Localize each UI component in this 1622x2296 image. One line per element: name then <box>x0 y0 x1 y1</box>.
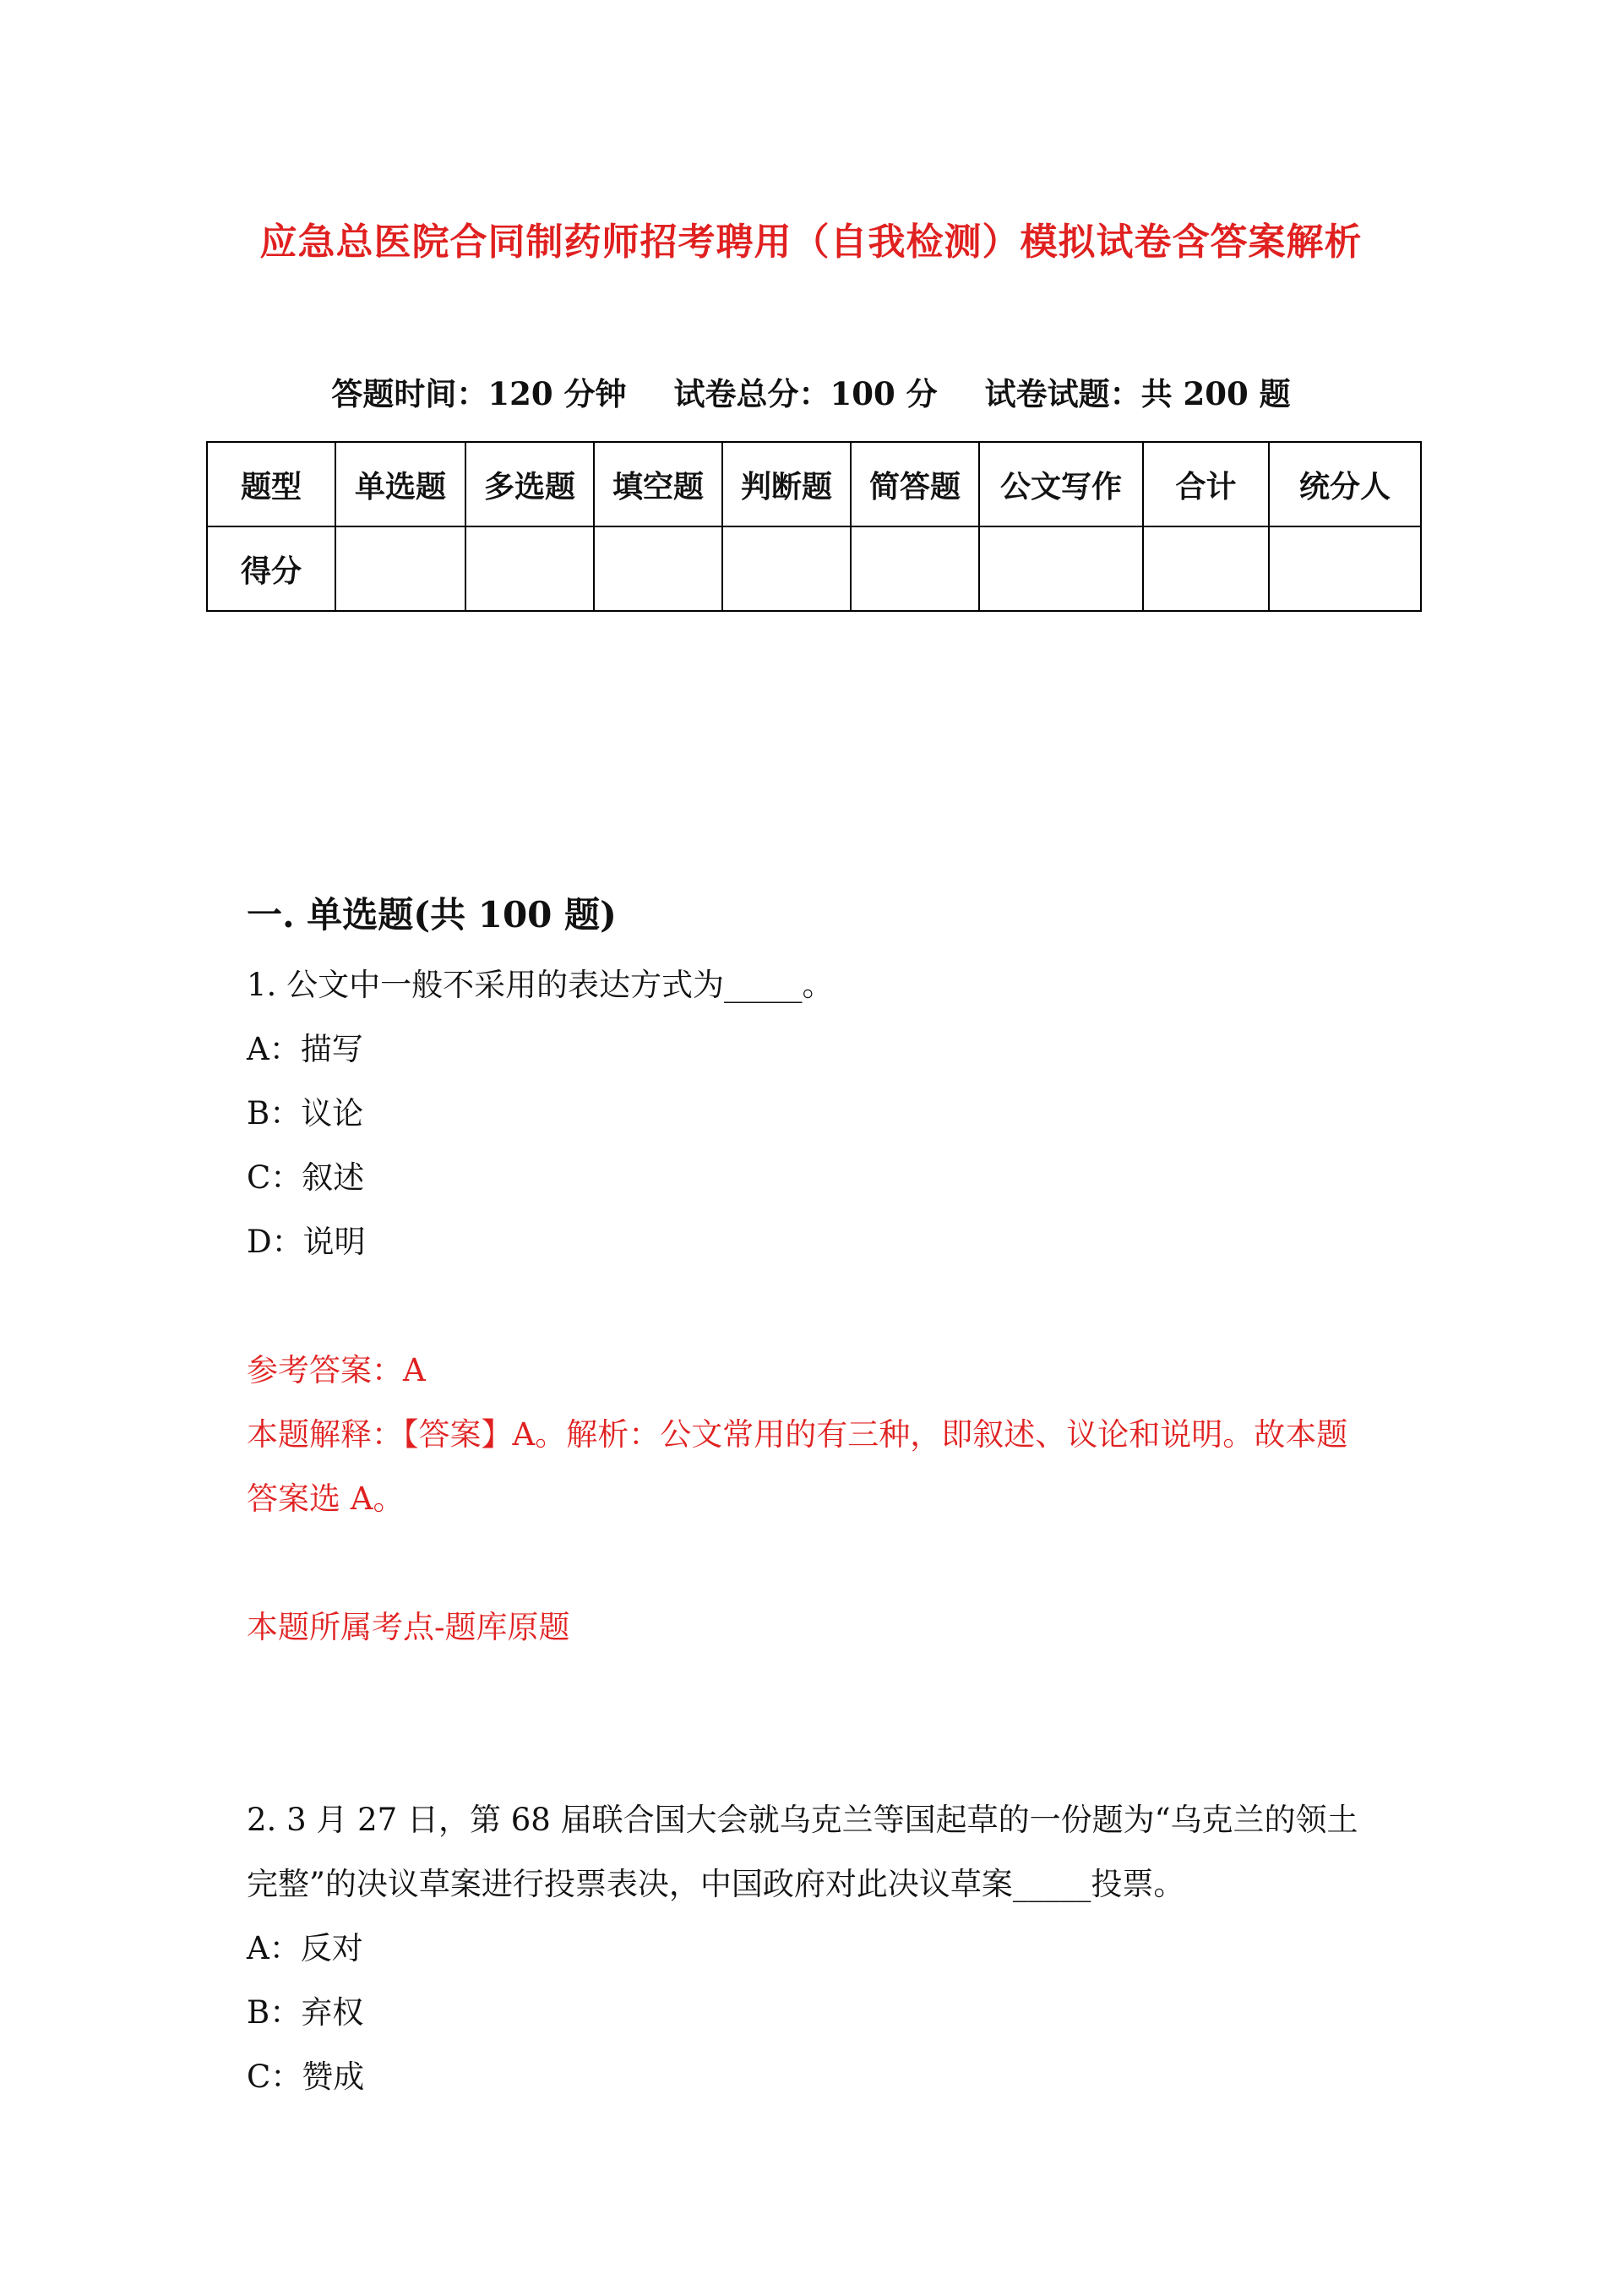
question-option: A：反对 <box>247 1930 363 1966</box>
exam-total-score: 试卷总分：100 分 <box>673 375 938 412</box>
exam-time: 答题时间：120 分钟 <box>331 375 627 412</box>
question-option: B：议论 <box>247 1095 364 1132</box>
score-table-header: 简答题 <box>851 442 979 526</box>
score-table-header: 题型 <box>207 442 335 526</box>
reference-answer: 参考答案：A <box>247 1352 426 1388</box>
score-table-header-row <box>207 442 1421 526</box>
score-cell <box>1269 526 1421 611</box>
score-row-label: 得分 <box>207 526 335 611</box>
score-cell <box>979 526 1143 611</box>
exam-question-count: 试卷试题：共 200 题 <box>984 375 1291 412</box>
question-option: D：说明 <box>247 1224 366 1260</box>
score-table-header: 单选题 <box>335 442 465 526</box>
question-option: B：弃权 <box>247 1994 364 2031</box>
question-2 <box>247 1788 1379 2109</box>
score-cell <box>335 526 465 611</box>
score-cell <box>1143 526 1269 611</box>
section-heading: 一. 单选题(共 100 题) <box>247 894 617 935</box>
score-table <box>206 441 1422 612</box>
score-table-header: 填空题 <box>594 442 722 526</box>
score-table-header: 公文写作 <box>979 442 1143 526</box>
question-option: A：描写 <box>247 1031 363 1067</box>
score-table-header: 合计 <box>1143 442 1269 526</box>
question-stem: 1. 公文中一般不采用的表达方式为_____。 <box>247 967 834 1003</box>
score-table-header: 多选题 <box>465 442 594 526</box>
question-1 <box>247 953 1379 1660</box>
answer-explanation: 本题解释：【答案】A。解析：公文常用的有三种，即叙述、议论和说明。故本题答案选 A。 <box>247 1416 1348 1517</box>
question-option: C：赞成 <box>247 2059 365 2095</box>
question-option: C：叙述 <box>247 1159 365 1196</box>
exam-info <box>0 368 1622 414</box>
score-cell <box>851 526 979 611</box>
page-title: 应急总医院合同制药师招考聘用（自我检测）模拟试卷含答案解析 <box>259 221 1363 264</box>
score-cell <box>722 526 851 611</box>
score-cell <box>465 526 594 611</box>
score-table-score-row <box>207 526 1421 611</box>
score-table-header: 统分人 <box>1269 442 1421 526</box>
score-cell <box>594 526 722 611</box>
score-table-header: 判断题 <box>722 442 851 526</box>
question-topic: 本题所属考点-题库原题 <box>247 1609 570 1645</box>
question-stem: 2. 3 月 27 日，第 68 届联合国大会就乌克兰等国起草的一份题为“乌克兰的领土完整”的决议草案进行投票表决，中国政府对此决议草案_____投票。 <box>247 1802 1358 1902</box>
